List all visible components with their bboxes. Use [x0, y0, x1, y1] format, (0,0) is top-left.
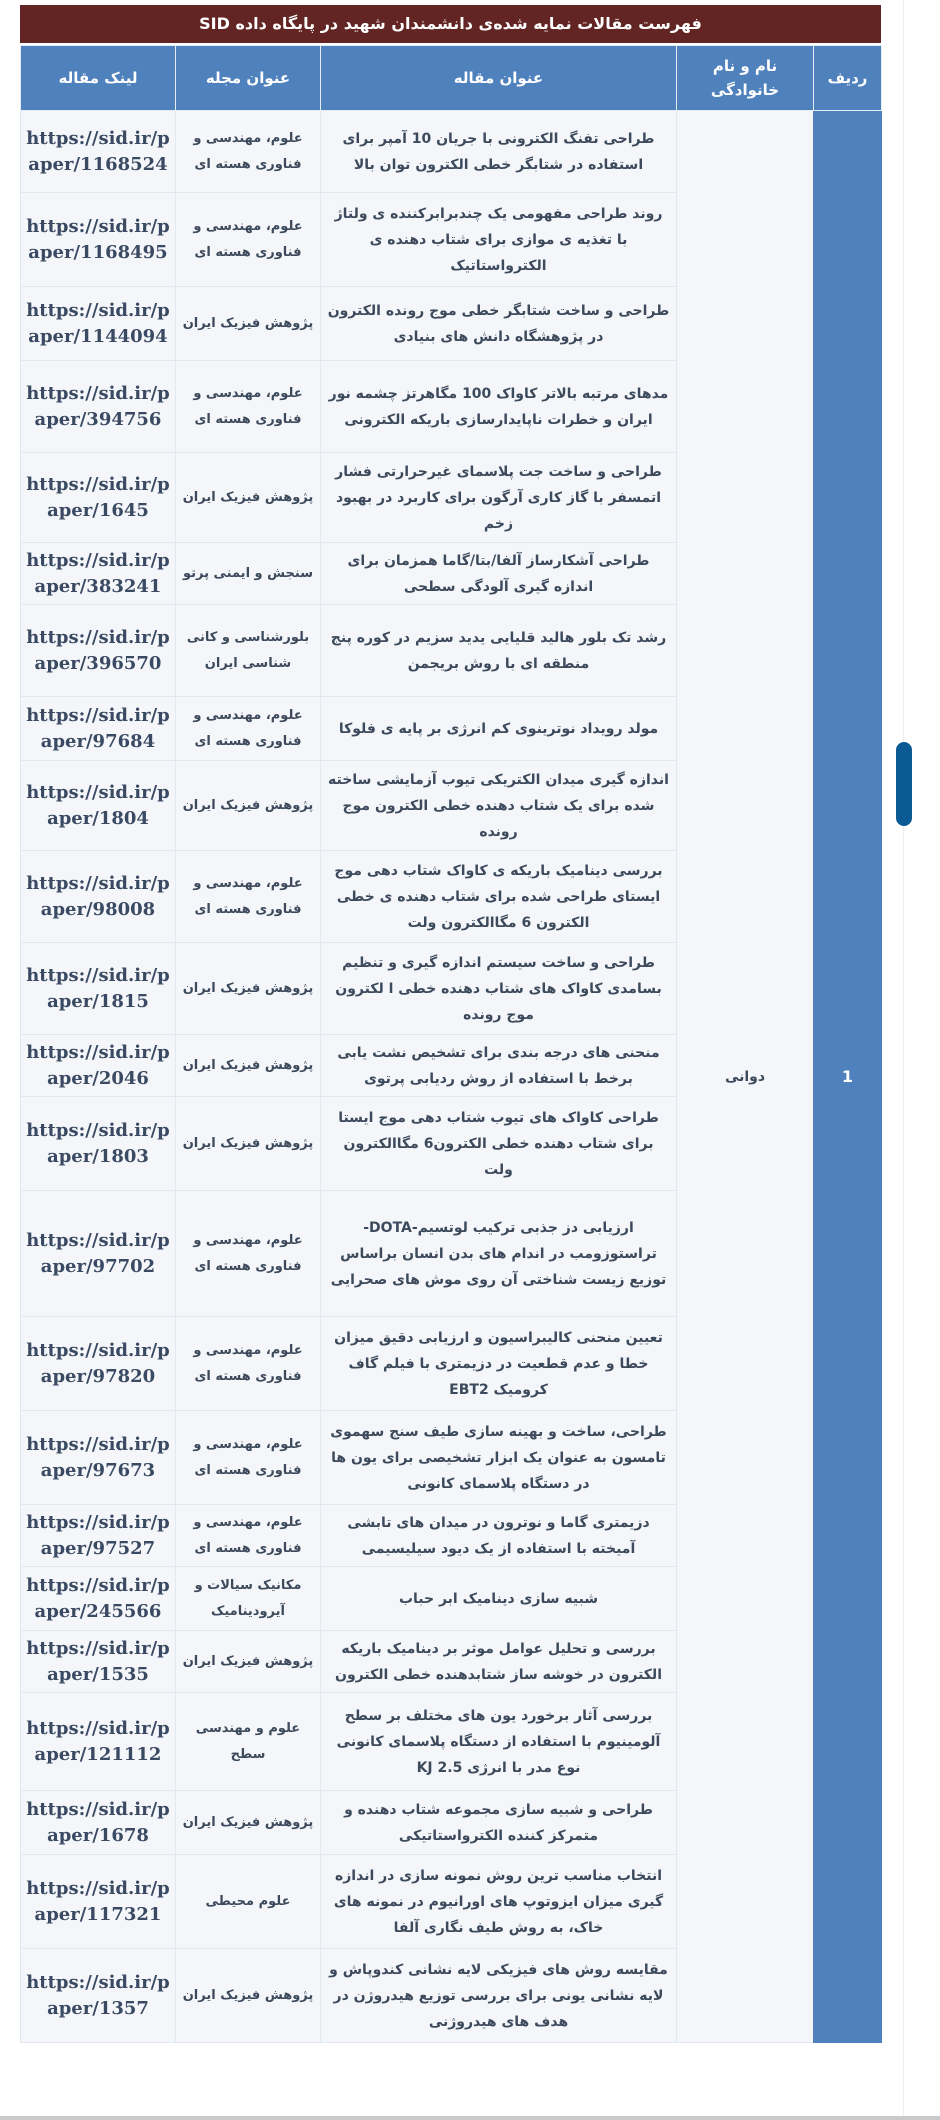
scrollbar-track: [903, 0, 904, 2120]
article-link[interactable]: https://sid.ir/paper/97684: [21, 697, 176, 761]
article-title-cell: دزیمتری گاما و نوترون در میدان های تابشی آمیخته با استفاده از یک دیود سیلیسیمی: [321, 1505, 677, 1567]
article-title-cell: روند طراحی مفهومی یک چندبرابرکننده ی ولتاژ با تغذیه ی موازی برای شتاب دهنده ی الکترواستاتیک: [321, 193, 677, 287]
article-title-cell: تعیین منحنی کالیبراسیون و ارزیابی دقیق میزان خطا و عدم قطعیت در دزیمتری با فیلم گاف کرومیک EBT2: [321, 1317, 677, 1411]
header-row-number: ردیف: [814, 46, 882, 111]
article-link[interactable]: https://sid.ir/paper/117321: [21, 1855, 176, 1949]
journal-cell: پژوهش فیزیک ایران: [176, 1631, 321, 1693]
article-title-cell: انتخاب مناسب ترین روش نمونه سازی در اندازه گیری میزان ایزوتوپ های اورانیوم در نمونه های خاک، به روش طیف نگاری آلفا: [321, 1855, 677, 1949]
article-link[interactable]: https://sid.ir/paper/1168495: [21, 193, 176, 287]
table-body: [21, 111, 882, 2043]
article-link[interactable]: https://sid.ir/paper/98008: [21, 851, 176, 943]
article-link[interactable]: https://sid.ir/paper/1535: [21, 1631, 176, 1693]
journal-cell: پژوهش فیزیک ایران: [176, 287, 321, 361]
article-title-cell: طراحی و ساخت شتابگر خطی موج رونده الکترون در پژوهشگاه دانش های بنیادی: [321, 287, 677, 361]
article-title-cell: طراحی تفنگ الکترونی با جریان 10 آمپر برای استفاده در شتابگر خطی الکترون توان بالا: [321, 111, 677, 193]
article-title-cell: مدهای مرتبه بالاتر کاواک 100 مگاهرتز چشمه نور ایران و خطرات ناپایدارسازی باریکه الکترونی: [321, 361, 677, 453]
article-link[interactable]: https://sid.ir/paper/121112: [21, 1693, 176, 1791]
article-link[interactable]: https://sid.ir/paper/2046: [21, 1035, 176, 1097]
journal-cell: پژوهش فیزیک ایران: [176, 1949, 321, 2043]
article-link[interactable]: https://sid.ir/paper/1803: [21, 1097, 176, 1191]
article-link[interactable]: https://sid.ir/paper/394756: [21, 361, 176, 453]
journal-cell: پژوهش فیزیک ایران: [176, 943, 321, 1035]
article-link[interactable]: https://sid.ir/paper/383241: [21, 543, 176, 605]
article-title-cell: ارزیابی دز جذبی ترکیب لوتسیم-DOTA-تراستوزومب در اندام های بدن انسان براساس توزیع زیست شناختی آن روی موش های صحرایی: [321, 1191, 677, 1317]
article-title-cell: بررسی آثار برخورد یون های مختلف بر سطح آلومینیوم با استفاده از دستگاه پلاسمای کانونی نوع مدر با انرژی 2.5 KJ: [321, 1693, 677, 1791]
journal-cell: علوم و مهندسی سطح: [176, 1693, 321, 1791]
article-title-cell: مولد رویداد نوترینوی کم انرژی بر پایه ی فلوکا: [321, 697, 677, 761]
journal-cell: سنجش و ایمنی پرتو: [176, 543, 321, 605]
scrollbar-thumb[interactable]: [896, 742, 912, 826]
journal-cell: علوم، مهندسی و فناوری هسته ای: [176, 361, 321, 453]
article-link[interactable]: https://sid.ir/paper/97820: [21, 1317, 176, 1411]
journal-cell: مکانیک سیالات و آیرودینامیک: [176, 1567, 321, 1631]
article-title-cell: مقایسه روش های فیزیکی لایه نشانی کندوپاش و لایه نشانی یونی برای بررسی توزیع هیدروژن در هدف های هیدروژنی: [321, 1949, 677, 2043]
row-number-cell: 1: [814, 111, 882, 2043]
article-title-cell: منحنی های درجه بندی برای تشخیص نشت یابی برخط با استفاده از روش ردیابی پرتوی: [321, 1035, 677, 1097]
header-link: لینک مقاله: [21, 46, 176, 111]
article-title-cell: طراحی، ساخت و بهینه سازی طیف سنج سهموی تامسون به عنوان یک ابزار تشخیصی برای یون ها در دستگاه پلاسمای کانونی: [321, 1411, 677, 1505]
article-title-cell: بررسی دینامیک باریکه ی کاواک شتاب دهی موج ایستای طراحی شده برای شتاب دهنده ی خطی الکترون 6 مگاالکترون ولت: [321, 851, 677, 943]
header-article-title: عنوان مقاله: [321, 46, 677, 111]
article-link[interactable]: https://sid.ir/paper/245566: [21, 1567, 176, 1631]
journal-cell: پژوهش فیزیک ایران: [176, 761, 321, 851]
article-link[interactable]: https://sid.ir/paper/97702: [21, 1191, 176, 1317]
articles-table: [20, 45, 882, 2043]
article-title-cell: طراحی آشکارساز آلفا/بتا/گاما همزمان برای اندازه گیری آلودگی سطحی: [321, 543, 677, 605]
article-title-cell: اندازه گیری میدان الکتریکی تیوب آزمایشی ساخته شده برای یک شتاب دهنده خطی الکترون موج رونده: [321, 761, 677, 851]
journal-cell: علوم، مهندسی و فناوری هسته ای: [176, 111, 321, 193]
journal-cell: علوم، مهندسی و فناوری هسته ای: [176, 1505, 321, 1567]
journal-cell: علوم، مهندسی و فناوری هسته ای: [176, 1317, 321, 1411]
article-title-cell: طراحی کاواک های تیوب شتاب دهی موج ایستا برای شتاب دهنده خطی الکترون6 مگاالکترون ولت: [321, 1097, 677, 1191]
header-journal: عنوان مجله: [176, 46, 321, 111]
article-title-cell: شبیه سازی دینامیک ابر حباب: [321, 1567, 677, 1631]
journal-cell: پژوهش فیزیک ایران: [176, 1097, 321, 1191]
article-title-cell: طراحی و شبیه سازی مجموعه شتاب دهنده و متمرکز کننده الکترواستاتیکی: [321, 1791, 677, 1855]
article-link[interactable]: https://sid.ir/paper/97673: [21, 1411, 176, 1505]
article-title-cell: طراحی و ساخت جت پلاسمای غیرحرارتی فشار اتمسفر با گاز کاری آرگون برای کاربرد در بهبود زخم: [321, 453, 677, 543]
article-title-cell: رشد تک بلور هالید قلیایی یدید سزیم در کوره پنج منطقه ای با روش بریجمن: [321, 605, 677, 697]
article-title-cell: طراحی و ساخت سیستم اندازه گیری و تنظیم بسامدی کاواک های شتاب دهنده خطی ا لکترون موج رونده: [321, 943, 677, 1035]
article-link[interactable]: https://sid.ir/paper/1815: [21, 943, 176, 1035]
journal-cell: علوم، مهندسی و فناوری هسته ای: [176, 1191, 321, 1317]
journal-cell: پژوهش فیزیک ایران: [176, 1035, 321, 1097]
table-row: [21, 111, 882, 193]
journal-cell: علوم، مهندسی و فناوری هسته ای: [176, 851, 321, 943]
journal-cell: بلورشناسی و کانی شناسی ایران: [176, 605, 321, 697]
journal-cell: علوم، مهندسی و فناوری هسته ای: [176, 193, 321, 287]
journal-cell: علوم، مهندسی و فناوری هسته ای: [176, 1411, 321, 1505]
article-link[interactable]: https://sid.ir/paper/1678: [21, 1791, 176, 1855]
bottom-edge: [0, 2116, 940, 2120]
article-link[interactable]: https://sid.ir/paper/1645: [21, 453, 176, 543]
journal-cell: پژوهش فیزیک ایران: [176, 453, 321, 543]
person-name-cell: دوانی: [677, 111, 814, 2043]
article-link[interactable]: https://sid.ir/paper/1357: [21, 1949, 176, 2043]
header-name: نام و نام خانوادگی: [677, 46, 814, 111]
journal-cell: علوم محیطی: [176, 1855, 321, 1949]
article-link[interactable]: https://sid.ir/paper/1804: [21, 761, 176, 851]
journal-cell: علوم، مهندسی و فناوری هسته ای: [176, 697, 321, 761]
article-link[interactable]: https://sid.ir/paper/1168524: [21, 111, 176, 193]
table-header-row: [21, 46, 882, 111]
page-title: فهرست مقالات نمایه شده‌ی دانشمندان شهید در پایگاه داده SID: [20, 5, 881, 45]
article-title-cell: بررسی و تحلیل عوامل موثر بر دینامیک باریکه الکترون در خوشه ساز شتابدهنده خطی الکترون: [321, 1631, 677, 1693]
articles-page: [20, 5, 881, 2043]
article-link[interactable]: https://sid.ir/paper/1144094: [21, 287, 176, 361]
article-link[interactable]: https://sid.ir/paper/97527: [21, 1505, 176, 1567]
article-link[interactable]: https://sid.ir/paper/396570: [21, 605, 176, 697]
journal-cell: پژوهش فیزیک ایران: [176, 1791, 321, 1855]
